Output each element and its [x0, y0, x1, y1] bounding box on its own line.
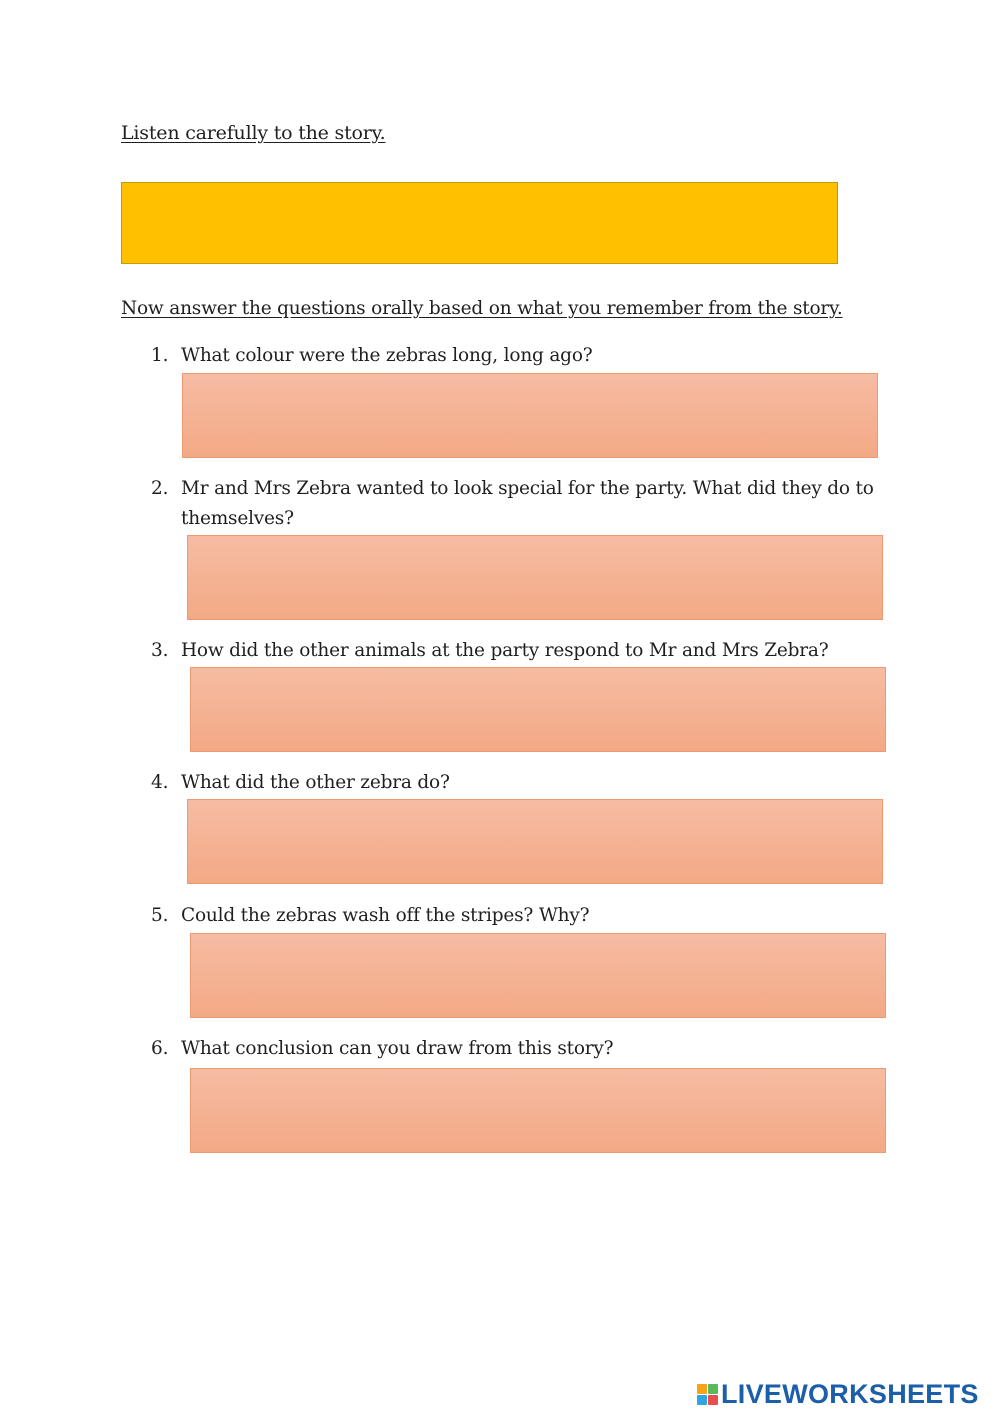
answer-instruction: Now answer the questions orally based on what you remember from the story. — [121, 298, 843, 319]
answer-box-5[interactable] — [190, 933, 886, 1018]
listen-instruction: Listen carefully to the story. — [121, 122, 386, 144]
answer-box-1[interactable] — [182, 373, 878, 458]
question-number: 6. — [151, 1038, 169, 1059]
question-number: 4. — [151, 772, 169, 793]
liveworksheets-brand — [697, 1379, 979, 1409]
audio-player-box[interactable] — [121, 182, 838, 264]
answer-box-2[interactable] — [187, 535, 883, 620]
question-3 — [151, 636, 881, 666]
question-text: What colour were the zebras long, long ago? — [181, 345, 593, 366]
liveworksheets-logo-icon — [697, 1384, 718, 1405]
question-number: 1. — [151, 345, 169, 366]
brand-name: LIVEWORKSHEETS — [721, 1379, 979, 1409]
question-number: 2. — [151, 478, 169, 499]
question-text: What did the other zebra do? — [181, 772, 450, 793]
question-2 — [151, 474, 881, 534]
question-text: Mr and Mrs Zebra wanted to look special for the party. What did they do to themselves? — [181, 478, 874, 529]
question-text: How did the other animals at the party respond to Mr and Mrs Zebra? — [181, 640, 829, 661]
question-number: 5. — [151, 905, 169, 926]
answer-box-3[interactable] — [190, 667, 886, 752]
question-text: What conclusion can you draw from this story? — [181, 1038, 614, 1059]
answer-box-4[interactable] — [187, 799, 883, 884]
question-6 — [151, 1034, 881, 1064]
question-1 — [151, 341, 881, 371]
question-4 — [151, 768, 881, 798]
question-number: 3. — [151, 640, 169, 661]
answer-box-6[interactable] — [190, 1068, 886, 1153]
question-5 — [151, 901, 881, 931]
question-text: Could the zebras wash off the stripes? Why? — [181, 905, 590, 926]
